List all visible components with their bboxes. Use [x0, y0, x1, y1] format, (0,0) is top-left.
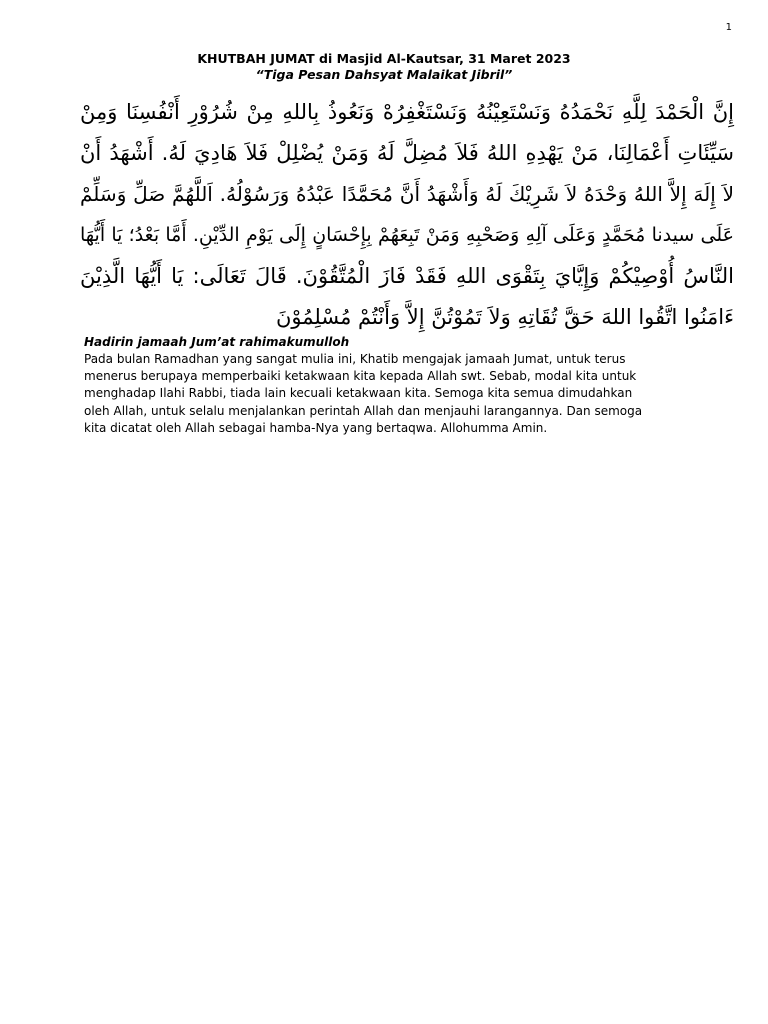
- arabic-opening-prayer: [80, 92, 734, 338]
- paragraph-line: Pada bulan Ramadhan yang sangat mulia ini, Khatib mengajak jamaah Jumat, untuk terus: [84, 352, 626, 366]
- sermon-paragraph: [84, 351, 736, 437]
- sermon-body: [84, 334, 736, 437]
- paragraph-line: menghadap Ilahi Rabbi, tiada lain kecuali ketakwaan kita. Semoga kita semua dimudahkan: [84, 386, 633, 401]
- paragraph-line: oleh Allah, untuk selalu menjalankan perintah Allah dan menjauhi larangannya. Dan semoga: [84, 403, 643, 418]
- document-subtitle: “Tiga Pesan Dahsyat Malaikat Jibril”: [255, 67, 513, 82]
- arabic-line: ءَامَنُوا اتَّقُوا اللهَ حَقَّ تُقَاتِهِ وَلاَ تَمُوْتُنَّ إِلاَّ وَأَنْتُمْ مُسْلِمُوْنَ: [275, 305, 734, 329]
- arabic-line: عَلَى سيدنا مُحَمَّدٍ وَعَلَى آلِهِ وَصَحْبِهِ وَمَنْ تَبِعَهُمْ بِإِحْسَانٍ إِلَى يَوْمِ الدِّيْنِ. أَمَّا بَعْدُ؛ يَا أَيُّهَا: [80, 224, 734, 246]
- document-header: [0, 51, 768, 83]
- paragraph-line: menerus berupaya memperbaiki ketakwaan kita kepada Allah swt. Sebab, modal kita untuk: [84, 369, 637, 384]
- page-number: 1: [725, 22, 732, 33]
- arabic-line: إِنَّ الْحَمْدَ لِلَّهِ نَحْمَدُهُ وَنَسْتَعِيْنُهُ وَنَسْتَغْفِرُهْ وَنَعُوذُ بِاللهِ مِنْ شُرُوْرِ أَنْفُسِنَا وَمِنْ: [80, 100, 734, 124]
- paragraph-line: kita dicatat oleh Allah sebagai hamba-Nya yang bertaqwa. Allohumma Amin.: [84, 420, 548, 435]
- greeting-heading: Hadirin jamaah Jum’at rahimakumulloh: [84, 335, 350, 349]
- arabic-line: النَّاسُ أُوْصِيْكُمْ وَإِيَّايَ بِتَقْوَى اللهِ فَقَدْ فَازَ الْمُتَّقُوْنَ. قَالَ تَعَالَى: يَا أَيُّهَا الَّذِيْنَ: [80, 264, 734, 288]
- document-title: KHUTBAH JUMAT di Masjid Al-Kautsar, 31 Maret 2023: [197, 51, 571, 66]
- arabic-line: سَيِّئَاتِ أَعْمَالِنَا، مَنْ يَهْدِهِ اللهُ فَلاَ مُضِلَّ لَهُ وَمَنْ يُضْلِلْ فَلاَ هَادِيَ لَهُ. أَشْهَدُ أَنْ: [80, 141, 734, 165]
- arabic-line: لاَ إِلَهَ إِلاَّ اللهُ وَحْدَهُ لاَ شَرِيْكَ لَهُ وَأَشْهَدُ أَنَّ مُحَمَّدًا عَبْدُهُ وَرَسُوْلُهُ. اَللَّهُمَّ صَلِّ وَسَلِّمْ: [80, 182, 734, 206]
